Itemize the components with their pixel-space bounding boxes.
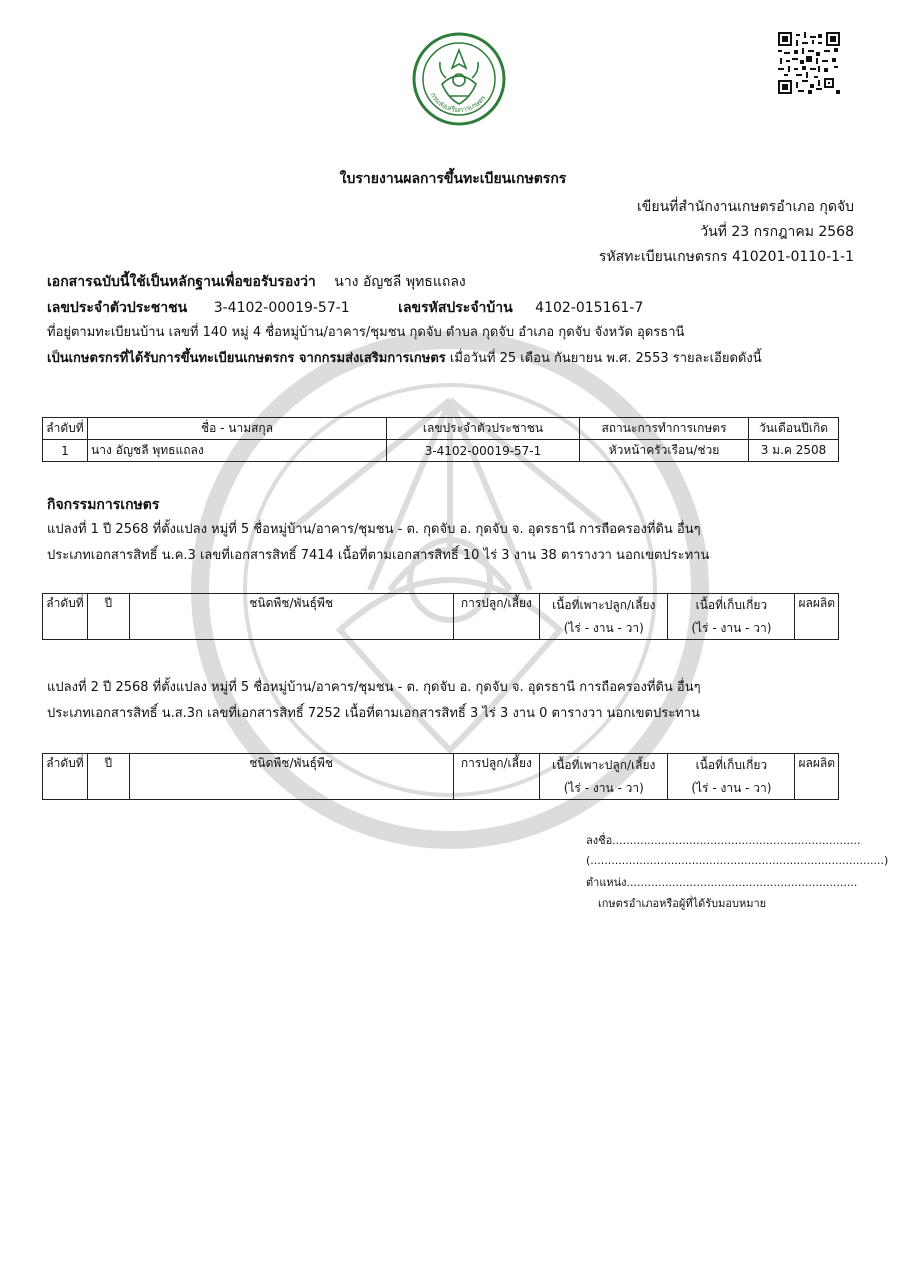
- col-crop: ชนิดพืช/พันธุ์พืช: [129, 594, 453, 640]
- table-cell: 3 ม.ค 2508: [749, 440, 839, 462]
- qr-code-icon: [778, 32, 840, 94]
- house-value: 4102-015161-7: [535, 300, 644, 316]
- table-cell: นาง อัญชลี พุทธแถลง: [88, 440, 387, 462]
- col-order: ลำดับที่: [43, 754, 88, 800]
- table-header: ลำดับที่: [43, 418, 88, 440]
- col-year: ปี: [87, 754, 129, 800]
- col-crop: ชนิดพืช/พันธุ์พืช: [129, 754, 453, 800]
- id-value: 3-4102-00019-57-1: [213, 300, 350, 316]
- col-yield: ผลผลิต: [795, 754, 839, 800]
- table-header: เลขประจำตัวประชาชน: [387, 418, 580, 440]
- col-planted-area: เนื้อที่เพาะปลูก/เลี้ยง: [540, 594, 668, 618]
- table-row: [43, 440, 839, 462]
- plot2-line1: แปลงที่ 2 ปี 2568 ที่ตั้งแปลง หมู่ที่ 5 ชื่อหมู่บ้าน/อาคาร/ชุมชน - ต. กุดจับ อ. กุดจับ จ. อุดรธานี การถือครองที่ดิน อื่นๆ: [47, 680, 701, 695]
- col-activity: การปลูก/เลี้ยง: [453, 594, 540, 640]
- signature-name-line: (....................................................................................): [586, 854, 889, 867]
- table-header: สถานะการทำการเกษตร: [580, 418, 749, 440]
- planted-unit: (ไร่ - งาน - วา): [540, 778, 668, 800]
- col-planted-area: เนื้อที่เพาะปลูก/เลี้ยง: [540, 754, 668, 778]
- signature-role: เกษตรอำเภอหรือผู้ที่ได้รับมอบหมาย: [598, 897, 767, 910]
- planted-unit: (ไร่ - งาน - วา): [540, 618, 668, 640]
- table-header-row: [43, 418, 839, 440]
- table-cell: 3-4102-00019-57-1: [387, 440, 580, 462]
- id-label: เลขประจำตัวประชาชน: [47, 300, 188, 316]
- member-table: [42, 417, 839, 462]
- date-line: วันที่ 23 กรกฎาคม 2568: [700, 224, 854, 240]
- harvested-unit: (ไร่ - งาน - วา): [668, 618, 795, 640]
- signature-position-line: ตำแหน่ง..................................................................: [586, 876, 858, 889]
- plot2-line2: ประเภทเอกสารสิทธิ์ น.ส.3ก เลขที่เอกสารสิทธิ์ 7252 เนื้อที่ตามเอกสารสิทธิ์ 3 ไร่ 3 งาน 0 ตารางวา นอกเขตประทาน: [47, 706, 700, 721]
- document-title: ใบรายงานผลการขึ้นทะเบียนเกษตรกร: [339, 171, 567, 187]
- col-order: ลำดับที่: [43, 594, 88, 640]
- certify-line: [47, 272, 466, 292]
- harvested-unit: (ไร่ - งาน - วา): [668, 778, 795, 800]
- office-line: เขียนที่สำนักงานเกษตรอำเภอ กุดจับ: [637, 199, 854, 215]
- registered-date: เมื่อวันที่ 25 เดือน กันยายน พ.ศ. 2553 รายละเอียดดังนี้: [445, 351, 762, 366]
- signature-line: ลงชื่อ.......................................................................: [586, 834, 861, 847]
- table-cell: 1: [43, 440, 88, 462]
- col-yield: ผลผลิต: [795, 594, 839, 640]
- house-label: เลขรหัสประจำบ้าน: [398, 300, 513, 316]
- plot1-line2: ประเภทเอกสารสิทธิ์ น.ค.3 เลขที่เอกสารสิทธิ์ 7414 เนื้อที่ตามเอกสารสิทธิ์ 10 ไร่ 3 งาน 38 ตารางวา นอกเขตประทาน: [47, 548, 710, 563]
- department-seal-icon: [412, 32, 506, 126]
- col-year: ปี: [87, 594, 129, 640]
- plot2-crop-table: [42, 753, 839, 800]
- col-activity: การปลูก/เลี้ยง: [453, 754, 540, 800]
- certify-label: เอกสารฉบับนี้ใช้เป็นหลักฐานเพื่อขอรับรองว่า: [47, 274, 316, 290]
- svg-text:กรมส่งเสริมการเกษตร: กรมส่งเสริมการเกษตร: [428, 91, 488, 115]
- col-harvested-area: เนื้อที่เก็บเกี่ยว: [668, 754, 795, 778]
- farmer-name: นาง อัญชลี พุทธแถลง: [334, 274, 466, 290]
- table-header: วันเดือนปีเกิด: [749, 418, 839, 440]
- activities-heading: กิจกรรมการเกษตร: [47, 497, 160, 513]
- farmer-code-line: รหัสทะเบียนเกษตรกร 410201-0110-1-1: [598, 249, 854, 265]
- plot1-crop-table: [42, 593, 839, 640]
- registered-label: เป็นเกษตรกรที่ได้รับการขึ้นทะเบียนเกษตรกร จากกรมส่งเสริมการเกษตร: [47, 351, 446, 366]
- registered-line: [47, 349, 762, 369]
- plot1-line1: แปลงที่ 1 ปี 2568 ที่ตั้งแปลง หมู่ที่ 5 ชื่อหมู่บ้าน/อาคาร/ชุมชน - ต. กุดจับ อ. กุดจับ จ. อุดรธานี การถือครองที่ดิน อื่นๆ: [47, 522, 701, 537]
- address-line: ที่อยู่ตามทะเบียนบ้าน เลขที่ 140 หมู่ 4 ชื่อหมู่บ้าน/อาคาร/ชุมชน กุดจับ ตำบล กุดจับ อำเภอ กุดจับ จังหวัด อุดรธานี: [47, 325, 685, 340]
- id-line: [47, 298, 643, 318]
- table-header: ชื่อ - นามสกุล: [88, 418, 387, 440]
- table-cell: หัวหน้าครัวเรือน/ช่วย: [580, 440, 749, 462]
- col-harvested-area: เนื้อที่เก็บเกี่ยว: [668, 594, 795, 618]
